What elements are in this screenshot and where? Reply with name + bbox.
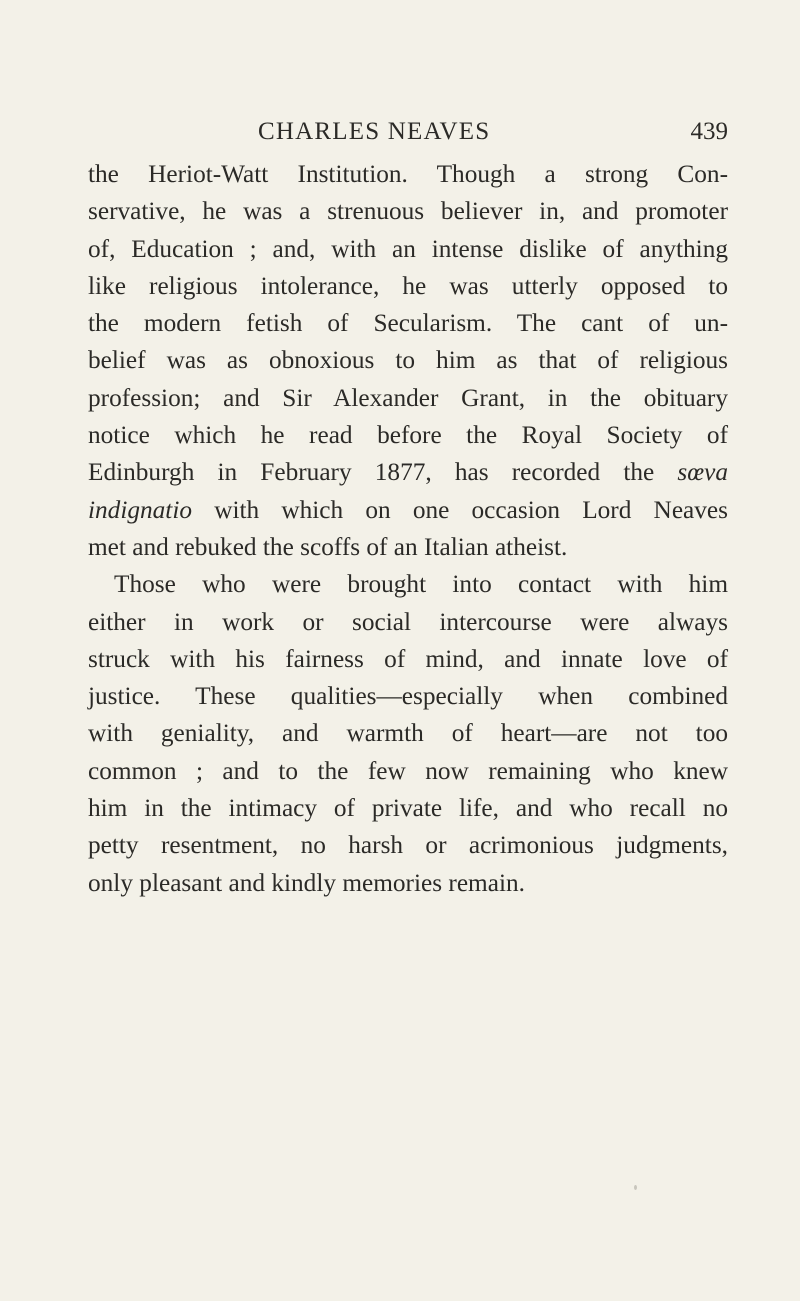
text-segment: with which on one occasion Lord Neaves (192, 495, 728, 524)
text-segment: profession; and Sir Alexander Grant, in the obituary (88, 383, 728, 412)
text-segment: the Heriot-Watt Institution. Though a strong Con- (88, 160, 728, 188)
italic-phrase: sœva (677, 458, 728, 487)
text-segment: of, Education ; and, with an intense dislike of anything (88, 234, 728, 263)
paragraph (88, 566, 728, 902)
text-line (88, 790, 728, 827)
text-segment: servative, he was a strenuous believer in, and promoter (88, 197, 728, 226)
page-header (88, 118, 728, 158)
text-segment: like religious intolerance, he was utterly opposed to (88, 271, 728, 300)
text-line (88, 865, 728, 902)
text-line (88, 156, 728, 193)
text-segment: justice. These qualities—especially when combined (88, 682, 728, 711)
text-line (88, 641, 728, 678)
text-segment: belief was as obnoxious to him as that of religious (88, 346, 728, 375)
text-line (88, 342, 728, 379)
text-line (88, 417, 728, 454)
text-segment: him in the intimacy of private life, and who recall no (88, 794, 728, 823)
text-segment: the modern fetish of Secularism. The cant of un- (88, 309, 728, 338)
text-line (88, 753, 728, 790)
text-line (88, 492, 728, 529)
text-line (88, 380, 728, 417)
text-segment: only pleasant and kindly memories remain. (88, 868, 525, 897)
body-text (88, 156, 728, 902)
text-line (88, 454, 728, 491)
text-line (88, 678, 728, 715)
paper-speck (634, 1185, 637, 1190)
text-line (88, 529, 728, 566)
text-line (88, 566, 728, 603)
paragraph (88, 156, 728, 566)
text-line (88, 193, 728, 230)
text-segment: with geniality, and warmth of heart—are not too (88, 719, 728, 748)
text-line (88, 231, 728, 268)
text-segment: common ; and to the few now remaining who knew (88, 756, 728, 785)
text-segment: Edinburgh in February 1877, has recorded the (88, 458, 678, 487)
text-segment: notice which he read before the Royal Society of (88, 421, 728, 450)
text-line (88, 268, 728, 305)
text-segment: struck with his fairness of mind, and innate love of (88, 644, 728, 673)
running-head: CHARLES NEAVES (258, 118, 491, 145)
text-segment: met and rebuked the scoffs of an Italian atheist. (88, 532, 568, 561)
text-line (88, 715, 728, 752)
text-line (88, 305, 728, 342)
text-segment: either in work or social intercourse were always (88, 607, 728, 636)
text-line (88, 827, 728, 864)
text-segment: Those who were brought into contact with him (114, 570, 728, 599)
italic-phrase: indignatio (88, 495, 193, 524)
text-line (88, 604, 728, 641)
text-segment: petty resentment, no harsh or acrimonious judgments, (88, 831, 728, 860)
page-number: 439 (690, 118, 728, 145)
